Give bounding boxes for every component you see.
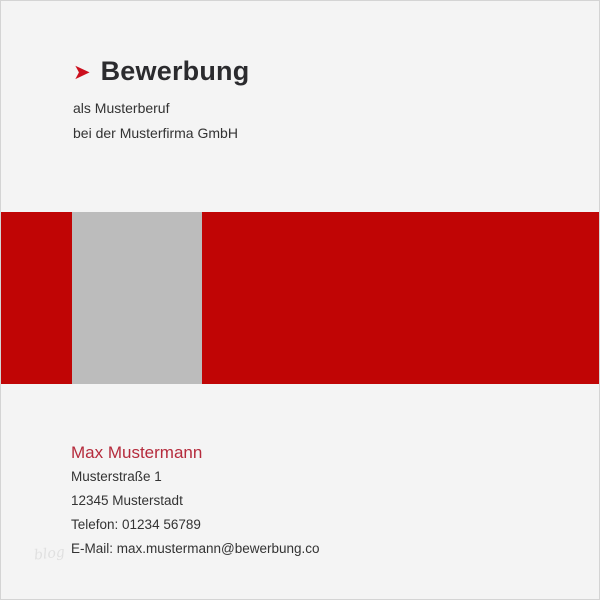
applicant-name: Max Mustermann [71, 443, 203, 462]
red-banner [1, 212, 600, 384]
applicant-city: 12345 Musterstadt [71, 493, 183, 508]
applicant-phone: Telefon: 01234 56789 [71, 517, 201, 532]
applicant-email: E-Mail: max.mustermann@bewerbung.co [71, 541, 320, 556]
subtitle-company: bei der Musterfirma GmbH [73, 125, 238, 141]
applicant-street: Musterstraße 1 [71, 469, 162, 484]
page-title: Bewerbung [100, 56, 250, 86]
blog-watermark: blog [33, 544, 66, 564]
photo-placeholder [72, 212, 202, 384]
subtitle-position: als Musterberuf [73, 100, 170, 116]
title-row [73, 56, 249, 87]
red-arrow-icon: ➤ [73, 61, 91, 84]
